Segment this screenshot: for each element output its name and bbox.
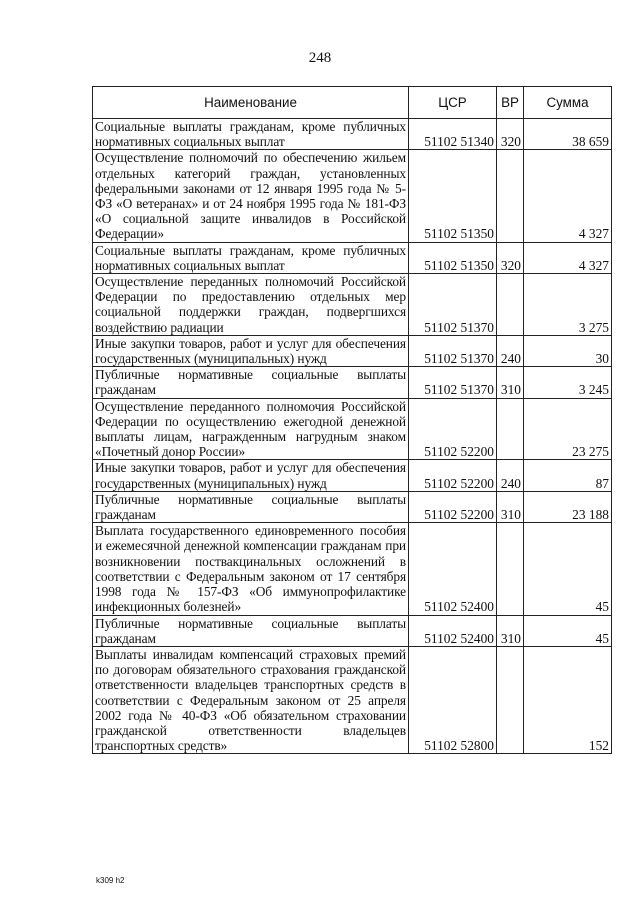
cell-vr: 310 xyxy=(497,615,524,646)
cell-sum: 23 188 xyxy=(524,491,612,522)
table-row xyxy=(93,523,612,615)
header-name: Наименование xyxy=(93,87,409,119)
cell-code: 51102 52400 xyxy=(409,615,497,646)
cell-code: 51102 51350 xyxy=(409,242,497,273)
cell-code: 51102 52200 xyxy=(409,491,497,522)
table-row xyxy=(93,367,612,398)
cell-vr: 240 xyxy=(497,335,524,366)
cell-vr xyxy=(497,646,524,753)
cell-sum: 87 xyxy=(524,460,612,491)
cell-vr xyxy=(497,150,524,242)
cell-code: 51102 51370 xyxy=(409,335,497,366)
cell-sum: 152 xyxy=(524,646,612,753)
table-header-row xyxy=(93,87,612,119)
cell-vr: 310 xyxy=(497,367,524,398)
cell-name: Социальные выплаты гражданам, кроме публичных нормативных социальных выплат xyxy=(93,119,409,150)
cell-name: Выплата государственного единовременного пособия и ежемесячной денежной компенсации гражданам при возникновении поствакцинальных осложнений в соответствии с Федеральным законом от 17 сентября 1998 года № 157-ФЗ «Об иммунопрофилактике инфекционных болезней» xyxy=(93,523,409,615)
cell-vr: 320 xyxy=(497,242,524,273)
cell-vr xyxy=(497,398,524,460)
header-sum: Сумма xyxy=(524,87,612,119)
page-number: 248 xyxy=(308,50,332,66)
table-row xyxy=(93,119,612,150)
table-row xyxy=(93,460,612,491)
cell-vr: 320 xyxy=(497,119,524,150)
table-row xyxy=(93,615,612,646)
header-vr: ВР xyxy=(497,87,524,119)
cell-code: 51102 51370 xyxy=(409,274,497,336)
cell-name: Иные закупки товаров, работ и услуг для обеспечения государственных (муниципальных) нужд xyxy=(93,460,409,491)
cell-vr: 240 xyxy=(497,460,524,491)
budget-table xyxy=(92,86,612,754)
cell-sum: 30 xyxy=(524,335,612,366)
cell-sum: 4 327 xyxy=(524,242,612,273)
cell-name: Выплаты инвалидам компенсаций страховых премий по договорам обязательного страхования гражданской ответственности владельцев транспортных средств в соответствии с Федеральным законом от 25 апреля 2002 года № 40-ФЗ «Об обязательном страховании гражданской ответственности владельцев транспортных средств» xyxy=(93,646,409,753)
cell-code: 51102 52200 xyxy=(409,460,497,491)
cell-name: Публичные нормативные социальные выплаты гражданам xyxy=(93,615,409,646)
cell-sum: 23 275 xyxy=(524,398,612,460)
cell-name: Осуществление переданных полномочий Российской Федерации по предоставлению отдельных мер социальной поддержки граждан, подвергшихся воздействию радиации xyxy=(93,274,409,336)
cell-vr xyxy=(497,523,524,615)
table-row xyxy=(93,335,612,366)
cell-name: Публичные нормативные социальные выплаты гражданам xyxy=(93,367,409,398)
cell-code: 51102 51370 xyxy=(409,367,497,398)
table-row xyxy=(93,646,612,753)
table-row xyxy=(93,398,612,460)
header-code: ЦСР xyxy=(409,87,497,119)
cell-name: Осуществление переданного полномочия Российской Федерации по осуществлению ежегодной денежной выплаты лицам, награжденным нагрудным знаком «Почетный донор России» xyxy=(93,398,409,460)
cell-sum: 4 327 xyxy=(524,150,612,242)
table-row xyxy=(93,242,612,273)
table-row xyxy=(93,150,612,242)
cell-name: Осуществление полномочий по обеспечению жильем отдельных категорий граждан, установленных федеральными законами от 12 января 1995 года № 5-ФЗ «О ветеранах» и от 24 ноября 1995 года № 181-ФЗ «О социальной защите инвалидов в Российской Федерации» xyxy=(93,150,409,242)
cell-vr xyxy=(497,274,524,336)
cell-code: 51102 51350 xyxy=(409,150,497,242)
cell-code: 51102 52400 xyxy=(409,523,497,615)
cell-vr: 310 xyxy=(497,491,524,522)
cell-name: Социальные выплаты гражданам, кроме публичных нормативных социальных выплат xyxy=(93,242,409,273)
cell-code: 51102 52200 xyxy=(409,398,497,460)
cell-sum: 45 xyxy=(524,615,612,646)
footer-code: k309 h2 xyxy=(96,876,125,885)
cell-sum: 45 xyxy=(524,523,612,615)
cell-name: Публичные нормативные социальные выплаты гражданам xyxy=(93,491,409,522)
cell-sum: 3 275 xyxy=(524,274,612,336)
table-row xyxy=(93,491,612,522)
cell-sum: 3 245 xyxy=(524,367,612,398)
cell-code: 51102 51340 xyxy=(409,119,497,150)
table-row xyxy=(93,274,612,336)
cell-name: Иные закупки товаров, работ и услуг для обеспечения государственных (муниципальных) нужд xyxy=(93,335,409,366)
cell-sum: 38 659 xyxy=(524,119,612,150)
cell-code: 51102 52800 xyxy=(409,646,497,753)
